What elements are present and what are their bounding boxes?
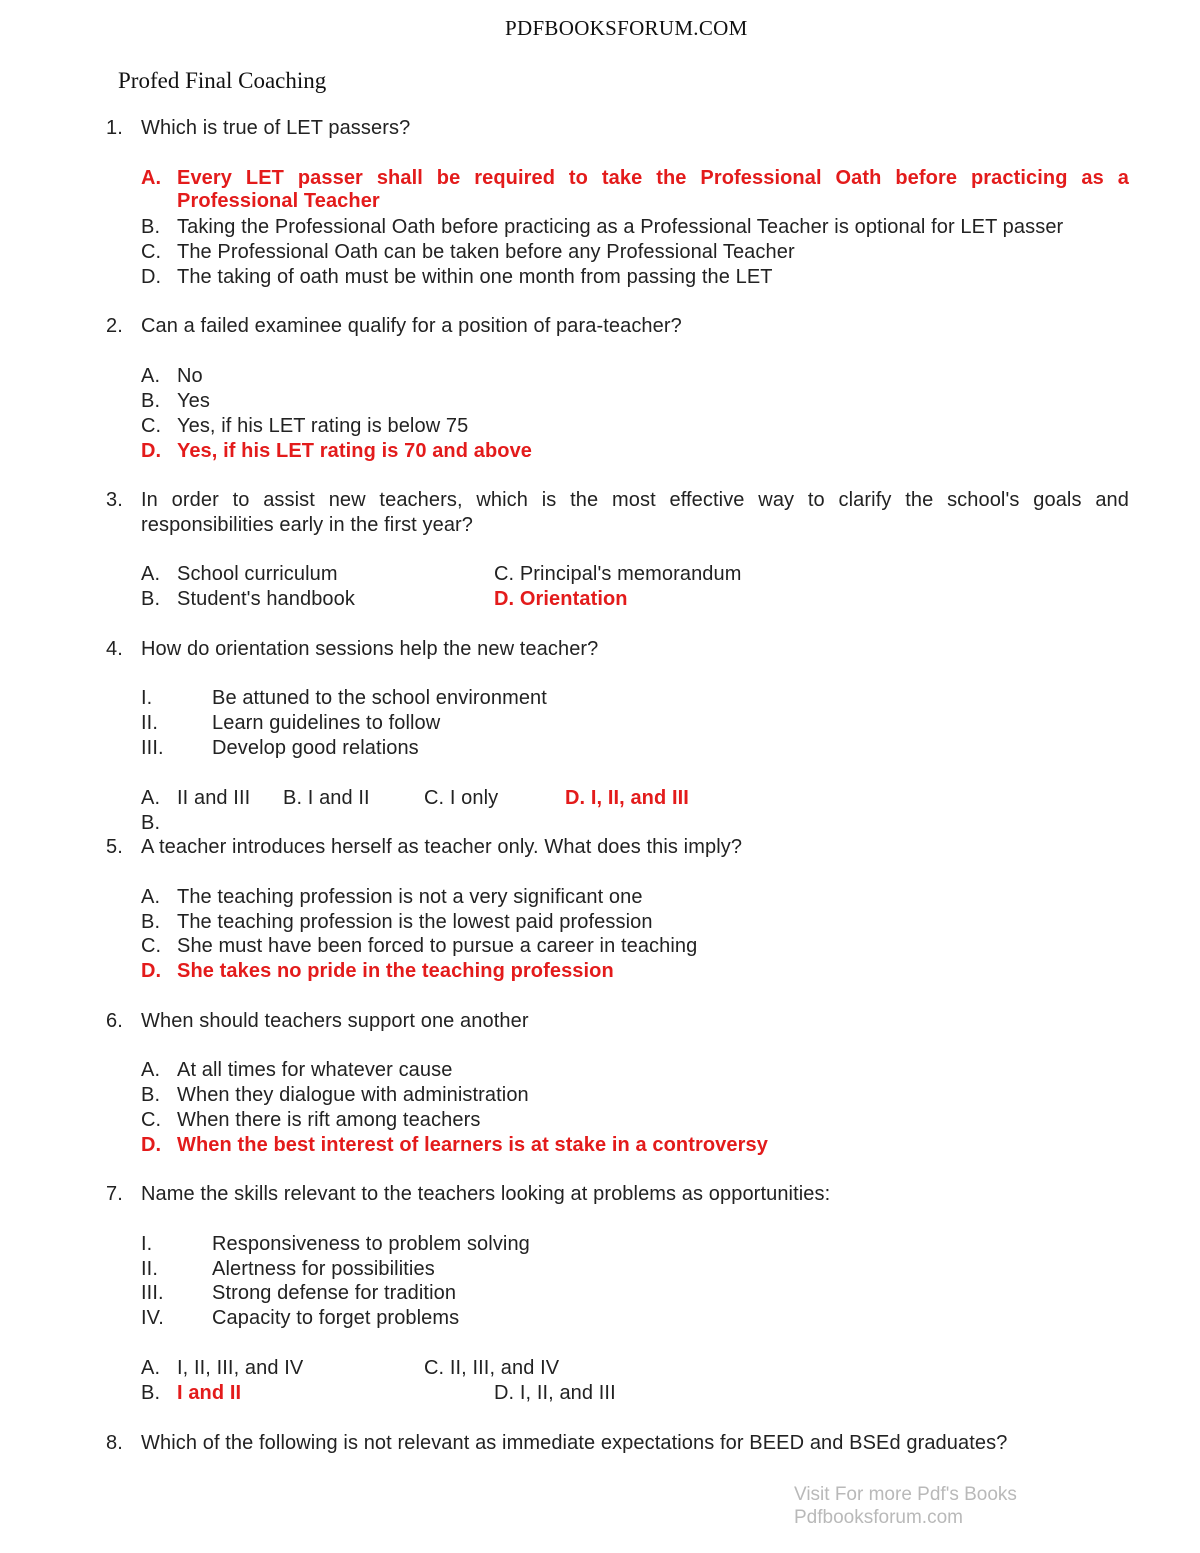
- option-b: Yes: [177, 390, 210, 412]
- option-letter-b: B.: [141, 588, 161, 610]
- option-letter-d: D.: [141, 440, 162, 462]
- option-d: D. I, II, and III: [494, 1382, 616, 1404]
- option-letter-d: D.: [141, 960, 162, 982]
- option-letter-a: A.: [141, 365, 161, 387]
- option-d-correct: D. Orientation: [494, 588, 628, 610]
- statement-item: Capacity to forget problems: [212, 1307, 460, 1329]
- option-letter-b: B.: [141, 1084, 161, 1106]
- question-text: A teacher introduces herself as teacher only. What does this imply?: [141, 836, 743, 858]
- option-c: C. I only: [424, 787, 499, 809]
- stray-option-letter: B.: [141, 812, 161, 834]
- watermark-line-2: Pdfbooksforum.com: [794, 1507, 963, 1528]
- option-d-correct: She takes no pride in the teaching profession: [177, 960, 614, 982]
- question-number: 6.: [106, 1010, 123, 1032]
- question-number: 8.: [106, 1432, 123, 1454]
- option-letter-a: A.: [141, 1059, 161, 1081]
- option-letter-c: C.: [141, 241, 162, 263]
- option-d-correct: When the best interest of learners is at stake in a controversy: [177, 1134, 768, 1156]
- option-d: The taking of oath must be within one month from passing the LET: [177, 266, 773, 288]
- question-number: 7.: [106, 1183, 123, 1205]
- statement-item: Be attuned to the school environment: [212, 687, 547, 709]
- document-title: Profed Final Coaching: [118, 68, 327, 93]
- option-d-correct: Yes, if his LET rating is 70 and above: [177, 440, 533, 462]
- option-a: The teaching profession is not a very significant one: [177, 886, 643, 908]
- question-number: 1.: [106, 117, 123, 139]
- roman-numeral: III.: [141, 1282, 164, 1304]
- option-a: At all times for whatever cause: [177, 1059, 453, 1081]
- option-b: Student's handbook: [177, 588, 355, 610]
- site-header: PDFBOOKSFORUM.COM: [505, 16, 748, 40]
- option-letter-d: D.: [141, 266, 162, 288]
- question-text: Which of the following is not relevant as immediate expectations for BEED and BSEd graduates?: [141, 1432, 1008, 1454]
- statement-item: Responsiveness to problem solving: [212, 1233, 530, 1255]
- option-c: Yes, if his LET rating is below 75: [177, 415, 469, 437]
- option-a: No: [177, 365, 203, 387]
- option-b-correct: I and II: [177, 1382, 242, 1404]
- option-letter-b: B.: [141, 216, 161, 238]
- option-c: When there is rift among teachers: [177, 1109, 481, 1131]
- option-a: II and III: [177, 787, 251, 809]
- question-text: Can a failed examinee qualify for a position of para-teacher?: [141, 315, 682, 337]
- option-b: B. I and II: [283, 787, 370, 809]
- question-text: In order to assist new teachers, which is the most effective way to clarify the school's goals and: [141, 489, 1129, 511]
- option-letter-b: B.: [141, 911, 161, 933]
- option-letter-c: C.: [141, 1109, 162, 1131]
- option-letter-a: A.: [141, 167, 162, 189]
- question-text: How do orientation sessions help the new teacher?: [141, 638, 599, 660]
- statement-item: Strong defense for tradition: [212, 1282, 457, 1304]
- option-letter-d: D.: [141, 1134, 162, 1156]
- question-text-cont: responsibilities early in the first year?: [141, 514, 474, 536]
- roman-numeral: II.: [141, 1258, 158, 1280]
- option-b: Taking the Professional Oath before practicing as a Professional Teacher is optional for LET passer: [177, 216, 1064, 238]
- option-a: School curriculum: [177, 563, 338, 585]
- question-number: 3.: [106, 489, 123, 511]
- watermark-line-1: Visit For more Pdf's Books: [794, 1484, 1017, 1505]
- option-d-correct: D. I, II, and III: [565, 787, 689, 809]
- roman-numeral: IV.: [141, 1307, 164, 1329]
- statement-item: Learn guidelines to follow: [212, 712, 441, 734]
- roman-numeral: I.: [141, 687, 153, 709]
- roman-numeral: II.: [141, 712, 158, 734]
- roman-numeral: III.: [141, 737, 164, 759]
- option-letter-a: A.: [141, 886, 161, 908]
- question-number: 5.: [106, 836, 123, 858]
- option-c: The Professional Oath can be taken before any Professional Teacher: [177, 241, 795, 263]
- option-letter-c: C.: [141, 935, 162, 957]
- option-letter-c: C.: [141, 415, 162, 437]
- option-letter-a: A.: [141, 563, 161, 585]
- question-text: When should teachers support one another: [141, 1010, 529, 1032]
- statement-item: Develop good relations: [212, 737, 419, 759]
- option-c: C. II, III, and IV: [424, 1357, 560, 1379]
- roman-numeral: I.: [141, 1233, 153, 1255]
- question-text: Which is true of LET passers?: [141, 117, 411, 139]
- option-a-correct-cont: Professional Teacher: [177, 190, 380, 212]
- option-b: The teaching profession is the lowest paid profession: [177, 911, 653, 933]
- statement-item: Alertness for possibilities: [212, 1258, 435, 1280]
- option-letter-a: A.: [141, 1357, 161, 1379]
- option-a-correct: Every LET passer shall be required to take the Professional Oath before practicing as a: [177, 167, 1129, 189]
- option-letter-a: A.: [141, 787, 161, 809]
- question-text: Name the skills relevant to the teachers looking at problems as opportunities:: [141, 1183, 831, 1205]
- option-letter-b: B.: [141, 1382, 161, 1404]
- question-number: 4.: [106, 638, 123, 660]
- option-b: When they dialogue with administration: [177, 1084, 529, 1106]
- option-c: She must have been forced to pursue a career in teaching: [177, 935, 698, 957]
- option-a: I, II, III, and IV: [177, 1357, 304, 1379]
- option-letter-b: B.: [141, 390, 161, 412]
- option-c: C. Principal's memorandum: [494, 563, 742, 585]
- question-number: 2.: [106, 315, 123, 337]
